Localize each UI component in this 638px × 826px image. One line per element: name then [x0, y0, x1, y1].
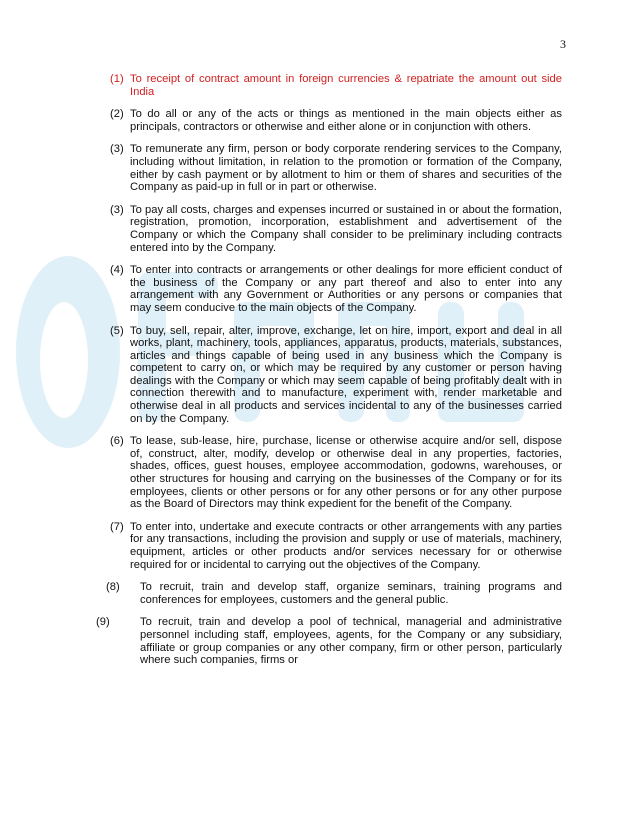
- clause-number: (1): [110, 73, 124, 85]
- clause-number: (3): [110, 143, 124, 156]
- clause-item: [110, 264, 562, 314]
- objects-clause-list: [96, 73, 562, 677]
- clause-number: (3): [110, 203, 124, 216]
- clause-item: [110, 73, 562, 98]
- clause-text: To buy, sell, repair, alter, improve, exchange, let on hire, import, export and deal in all works, plant, machinery, tools, appliances, apparatus, products, materials, substances, articles and things capable of being used in any business which the Company is competent to carry on, or which may be required by any customer or person having dealings with the Company or which may seem capable of being profitably dealt with in connection therewith and to manufacture, experiment with, render marketable and otherwise deal in all products and services incidental to any of the businesses carried on by the Company.: [130, 324, 562, 425]
- clause-item: [110, 204, 562, 254]
- clause-item: [96, 616, 562, 667]
- clause-text: To recruit, train and develop a pool of technical, managerial and administrative personnel including staff, employees, agents, for the Company or any subsidiary, affiliate or group companies or any other company, firm or other person, particularly where such companies, firms or: [140, 616, 562, 667]
- clause-text: To pay all costs, charges and expenses incurred or sustained in or about the formation, registration, promotion, incorporation, establishment and advertisement of the Company or which the Company shall consider to be preliminary including contracts entered into by the Company.: [130, 203, 562, 254]
- page-number: 3: [560, 37, 566, 51]
- clause-item: [106, 581, 562, 606]
- clause-text: To lease, sub-lease, hire, purchase, license or otherwise acquire and/or sell, dispose of, construct, alter, modify, develop or otherwise deal in any properties, factories, shades, offices, guest houses, employee accommodation, godowns, warehouses, or other structures for housing and carrying on the businesses of the Company or for its employees, clients or other persons or for any other persons or for any other purpose as the Board of Directors may think expedient for the benefit of the Company.: [130, 435, 562, 511]
- clause-number: (7): [110, 520, 124, 533]
- clause-item: [110, 143, 562, 193]
- clause-number: (6): [110, 435, 124, 448]
- clause-text: To recruit, train and develop staff, organize seminars, training programs and conferences for employees, customers and the general public.: [140, 581, 562, 606]
- clause-number: (8): [106, 581, 120, 594]
- clause-text: To enter into contracts or arrangements or other dealings for more efficient conduct of the business of the Company or any part thereof and also to enter into any arrangement with any Government or Authorities or any persons or companies that may seem conducive to the main objects of the Company.: [130, 264, 562, 314]
- clause-text: To do all or any of the acts or things as mentioned in the main objects either as principals, contractors or otherwise and either alone or in conjunction with others.: [130, 108, 562, 133]
- clause-text: To remunerate any firm, person or body corporate rendering services to the Company, including without limitation, in relation to the promotion or formation of the Company, either by cash payment or by allotment to him or them of shares and securities of the Company as paid-up in full or in part or otherwise.: [130, 143, 562, 194]
- clause-number: (2): [110, 108, 124, 121]
- clause-number: (4): [110, 264, 124, 277]
- clause-number: (5): [110, 324, 124, 337]
- clause-text: To enter into, undertake and execute contracts or other arrangements with any parties for any transactions, including the provision and supply or use of materials, machinery, equipment, articles or other products and/or services necessary for or otherwise required for or incidental to carrying out the objectives of the Company.: [130, 520, 562, 571]
- clause-text: To receipt of contract amount in foreign currencies & repatriate the amount out side India: [130, 73, 562, 98]
- clause-item: [110, 435, 562, 511]
- clause-number: (9): [96, 616, 110, 629]
- clause-item: [110, 325, 562, 426]
- clause-item: [110, 521, 562, 571]
- clause-item: [110, 108, 562, 133]
